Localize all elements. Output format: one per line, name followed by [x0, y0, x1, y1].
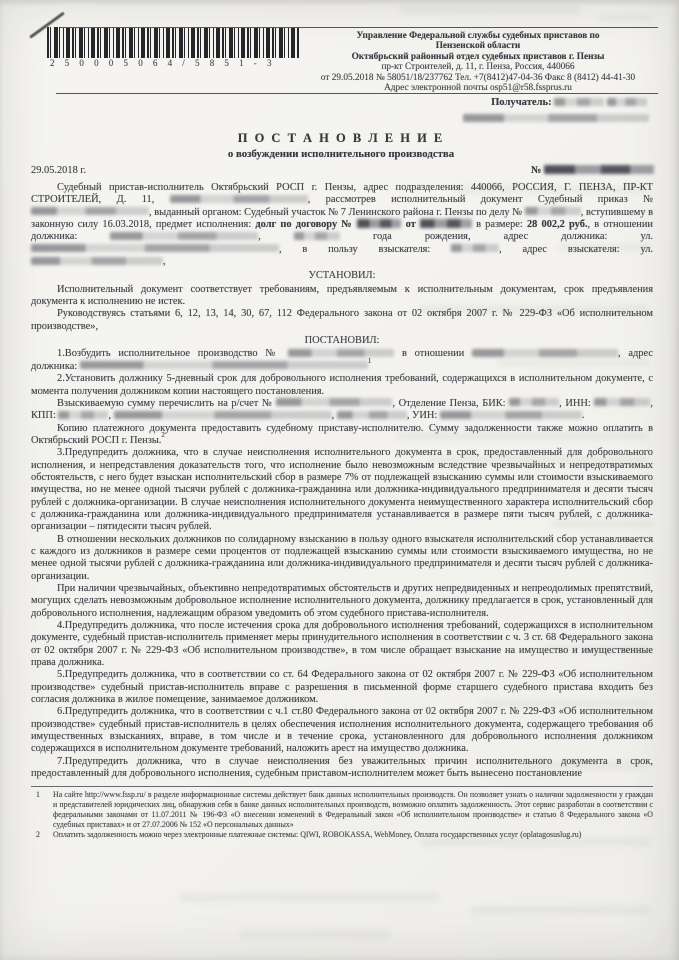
bleedthrough-mark: [598, 15, 653, 21]
recipient-redacted-value: [554, 97, 647, 108]
barcode-image: [47, 27, 300, 58]
footnote-item-2: [31, 830, 653, 840]
recipient-redacted-line2: [463, 110, 649, 128]
paragraph-intro: Судебный пристав-исполнитель Октябрьский РОСП г. Пензы, адрес подразделения: 440066, РОССИЯ, Г. ПЕНЗА, ПР-КТ СТРОИТЕЛЕЙ, Д. 11, , рассмотрев исполнительный документ Судебный приказ № , выданный органом: Судебный участок № 7 Ленинского района г. Пензы по делу № , вступившему в законную силу 16.03.2018, предмет исполнения: долг по договору № от в размере: 28 002,2 руб., в отношении должника: , года рождения, адрес должника: ул. , в пользу взыскателя: , адрес взыскателя: ул. ,: [31, 182, 654, 268]
footnote-number: 2: [36, 829, 40, 839]
header-top-rule: [60, 27, 658, 28]
heading-resolved: ПОСТАНОВИЛ:: [304, 334, 380, 346]
paragraph-warning-3: 3.Предупредить должника, что в случае неисполнения исполнительного документа в срок, предоставленный для добровольного исполнения, и непредставления доказательств того, что исполнение было невозможным вследствие чрезвычайных и непредотвратимых обстоятельств, с него будет взыскан исполнительский сбор в размере 7% от подлежащей взысканию суммы или стоимости взыскиваемого имущества, но не менее одной тысячи рублей с должника-гражданина или должника-индивидуального предпринимателя и десяти тысяч рублей с должника-организации. В случае неисполнения исполнительного документа неимущественного характера исполнительский сбор с должника-гражданина или должника-индивидуального предпринимателя устанавливается в размере пяти тысяч рублей, с должника-организации – пятидесяти тысяч рублей.: [31, 447, 653, 533]
letterhead-department: Октябрьский районный отдел судебных приставов г. Пензы: [351, 51, 605, 62]
paragraph-established-2: Руководствуясь статьями 6, 12, 13, 14, 30, 67, 112 Федерального закона от 02 октября 2007 г. № 229-ФЗ «Об исполнительном производстве»,: [31, 308, 653, 332]
letterhead-org-line1: Управление Федеральной службы судебных приставов по: [356, 31, 600, 41]
letterhead-org-line2: Пензенской области: [435, 41, 521, 52]
paragraph-warning-6: 6.Предупредить должника, что в соответствии с ч.1 ст.80 Федерального закона от 02 октября 2007 г. № 229-ФЗ «Об исполнительном производстве» судебный пристав-исполнитель в целях обеспечения исполнения исполнительного документа, содержащего требования об имущественных взысканиях, вправе, в том числе и в течение срока, установленного для добровольного исполнения должником содержащихся в исполнительном документе требований, наложить арест на имущество должника.: [31, 706, 653, 755]
document-body: [31, 182, 653, 840]
bleedthrough-mark: [400, 6, 580, 14]
footnote-text: Оплатить задолженность можно через электронные платежные системы: QIWI, ROBOKASSA, WebMoney, Оплата государственных услуг (oplatagosuslug.ru): [53, 829, 582, 839]
paragraph-payment-account: Взыскиваемую сумму перечислить на р/счет № , Отделение Пенза, БИК: , ИНН: , КПП: , , , УИН: .: [31, 397, 653, 422]
recipient-row: [491, 97, 647, 108]
footnote-text: На сайте http://www.fssp.ru/ в разделе информационные системы действует банк данных исполнительных производств. Он позволяет узнать о наличии задолженности у граждан и представителей юридических лиц, обнаружив себя в банке данных исполнительных производств, возможно оплатить задолженность. Этот сервис разработан в соответствии с федеральными законами от 11.07.2011 № 196-ФЗ «О внесении изменений в Федеральный закон «Об исполнительном производстве» и статью 8 Федерального закона «О судебных приставах» и от 27.07.2006 № 152 «О персональных данных»: [53, 789, 653, 829]
barcode-number: 250005064/5851-3: [50, 58, 282, 68]
title-block: [30, 131, 652, 160]
date-number-row: [31, 165, 654, 176]
paragraph-resolved-1: 1.Возбудить исполнительное производство № в отношении , адрес должника: $^1$: [31, 348, 653, 372]
letterhead-ref-phone-fax: от 29.05.2018 № 58051/18/237762 Тел. +7(8412)47-04-36 Факс 8 (8412) 44-41-30: [320, 72, 636, 83]
footnote-separator: [31, 786, 653, 787]
paragraph-warning-4: 4.Предупредить должника, что после истечения срока для добровольного исполнения требований, содержащихся в исполнительном документе, судебный пристав-исполнитель применяет меры принудительного исполнения в соответствии с ч. 3 ст. 68 Федерального закона от 02 октября 2007 г. № 229-ФЗ «Об исполнительном производстве», в том числе обращает взыскание на имущество и имущественные права должника.: [31, 620, 653, 669]
document-subtitle: о возбуждении исполнительного производства: [227, 148, 455, 160]
letterhead: [298, 31, 658, 93]
paragraph-joint-debtors: В отношении нескольких должников по солидарному взысканию в пользу одного взыскателя исполнительский сбор устанавливается с каждого из должников в размере семи процентов от подлежащей взысканию суммы или стоимости взыскиваемого имущества, но не менее одной тысячи рублей с должника-гражданина или должника-индивидуального предпринимателя и десяти тысяч рублей с должника-организации.: [31, 533, 653, 582]
bleedthrough-mark: [240, 931, 390, 938]
paragraph-force-majeure: При наличии чрезвычайных, объективно непредотвратимых обстоятельств и других непредвиденных и непреодолимых препятствий, могущих сделать невозможным добровольное исполнение исполнительного документа, должнику предлагается в срок, установленный для добровольного исполнения, надлежащим образом уведомить об этом судебного пристава-исполнителя.: [31, 583, 653, 619]
footnote-number: 1: [36, 789, 40, 799]
footnote-item-1: [31, 790, 653, 830]
document-date: 29.05.2018 г.: [31, 165, 87, 176]
letterhead-address: пр-кт Строителей, д. 11, г. Пенза, Россия, 440066: [381, 62, 575, 73]
paragraph-payment-copy: Копию платежного документа предоставить судебному приставу-исполнителю. Сумму задолженности также можно оплатить в Октябрьский РОСП г. Пензы.$^2$: [31, 422, 653, 446]
document-number: №: [531, 165, 654, 176]
paragraph-resolved-2: 2.Установить должнику 5-дневный срок для добровольного исполнения требований, содержащихся в исполнительном документе, с момента получения должником копии настоящего постановления.: [31, 373, 653, 397]
bleedthrough-mark: [180, 893, 440, 902]
document-title: П О С Т А Н О В Л Е Н И Е: [237, 131, 445, 145]
paragraph-warning-7: 7.Предупредить должника, что в случае неисполнения без уважительных причин исполнительного документа в срок, предоставленный для добровольного исполнения, судебным приставом-исполнителем может быть вынесено постановление: [31, 755, 653, 780]
paragraph-established-1: Исполнительный документ соответствует требованиям, предъявляемым к исполнительным документам, срок предъявления документа к исполнению не истек.: [31, 283, 653, 308]
recipient-label: Получатель:: [491, 97, 552, 108]
paragraph-warning-5: 5.Предупредить должника, что в соответствии со ст. 64 Федерального закона от 02 октября 2007 г. № 229-ФЗ «Об исполнительном производстве» судебный пристав-исполнитель вправе с разрешения в письменной форме старшего судебного пристава входить без согласия должника в жилое помещение, занимаемое должником.: [31, 669, 653, 706]
bleedthrough-mark: [470, 906, 650, 914]
heading-established: УСТАНОВИЛ:: [308, 269, 376, 281]
letterhead-email: Адрес электронной почты osp51@r58.fssprus.ru: [384, 83, 572, 94]
